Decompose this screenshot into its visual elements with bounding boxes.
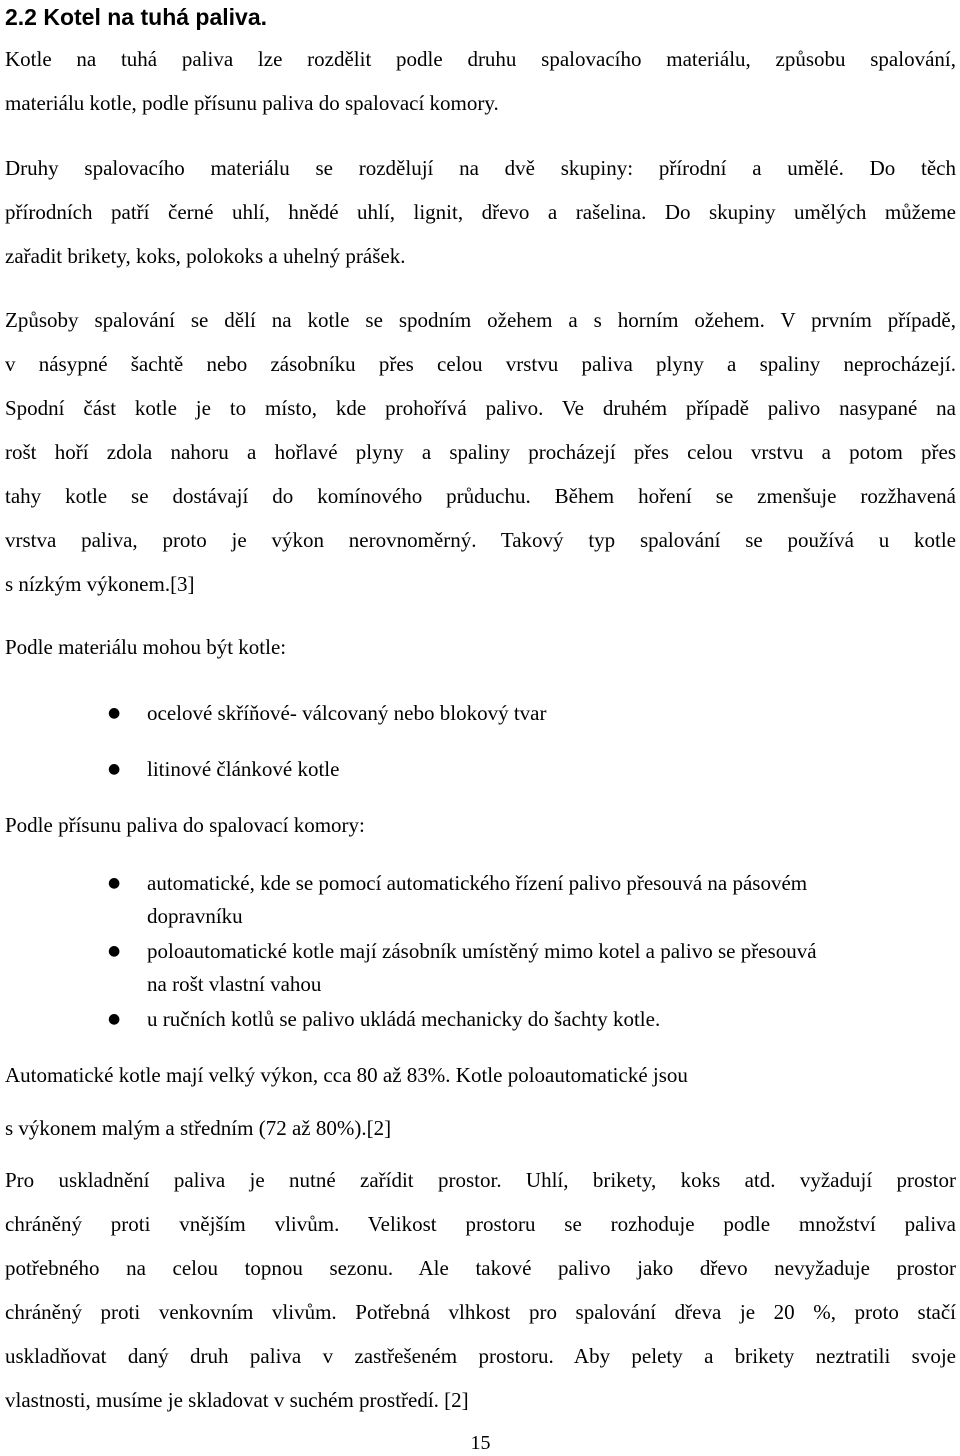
bullet-icon: ● <box>108 875 121 891</box>
storage-line-6: vlastnosti, musíme je skladovat v suchém prostředí. [2] <box>5 1388 469 1412</box>
list-item <box>5 756 956 786</box>
intro-paragraph <box>5 37 956 125</box>
materials-line-2: přírodních patří černé uhlí, hnědé uhlí, lignit, dřevo a rašelina. Do skupiny umělých můžeme <box>5 200 956 224</box>
list-item <box>5 867 956 935</box>
intro-line-2: materiálu kotle, podle přísunu paliva do spalovací komory. <box>5 91 499 115</box>
material-intro <box>5 625 956 669</box>
page-number: 15 <box>470 1432 491 1454</box>
combustion-line-3: Spodní část kotle je to místo, kde prohořívá palivo. Ve druhém případě palivo nasypané na <box>5 396 956 420</box>
storage-paragraph <box>5 1158 956 1422</box>
material-list <box>5 700 956 786</box>
document-page <box>5 0 956 1456</box>
bullet-icon: ● <box>108 705 121 721</box>
supply-intro <box>5 803 956 847</box>
storage-line-3: potřebného na celou topnou sezonu. Ale takové palivo jako dřevo nevyžaduje prostor <box>5 1256 956 1280</box>
list-item-text: ocelové skříňové- válcovaný nebo blokový tvar <box>147 701 547 725</box>
efficiency-line-2: s výkonem malým a středním (72 až 80%).[2] <box>5 1116 392 1140</box>
bullet-icon: ● <box>108 761 121 777</box>
list-item-text: automatické, kde se pomocí automatického řízení palivo přesouvá na pásovém <box>147 871 808 895</box>
storage-line-5: uskladňovat daný druh paliva v zastřešeném prostoru. Aby pelety a brikety neztratili svoje <box>5 1344 956 1368</box>
storage-line-4: chráněný proti venkovním vlivům. Potřebná vlhkost pro spalování dřeva je 20 %, proto stačí <box>5 1300 956 1324</box>
combustion-line-5: tahy kotle se dostávají do komínového průduchu. Během hoření se zmenšuje rozžhavená <box>5 484 956 508</box>
list-item-text-cont: na rošt vlastní vahou <box>147 972 322 996</box>
list-item <box>5 1003 956 1037</box>
list-item-text: u ručních kotlů se palivo ukládá mechanicky do šachty kotle. <box>147 1007 661 1031</box>
combustion-line-2: v násypné šachtě nebo zásobníku přes celou vrstvu paliva plyny a spaliny neprocházejí. <box>5 352 956 376</box>
efficiency-line-1: Automatické kotle mají velký výkon, cca 80 až 83%. Kotle poloautomatické jsou <box>5 1063 688 1087</box>
intro-line-1: Kotle na tuhá paliva lze rozdělit podle druhu spalovacího materiálu, způsobu spalování, <box>5 47 956 71</box>
storage-line-1: Pro uskladnění paliva je nutné zařídit prostor. Uhlí, brikety, koks atd. vyžadují prostor <box>5 1168 956 1192</box>
bullet-icon: ● <box>108 943 121 959</box>
list-item <box>5 700 956 756</box>
materials-paragraph <box>5 146 956 278</box>
section-heading: 2.2 Kotel na tuhá paliva. <box>5 4 268 30</box>
list-item-text-cont: dopravníku <box>147 904 243 928</box>
list-item-text: litinové článkové kotle <box>147 757 340 781</box>
supply-list <box>5 867 956 1037</box>
combustion-paragraph <box>5 298 956 606</box>
materials-line-3: zařadit brikety, koks, polokoks a uhelný prášek. <box>5 244 406 268</box>
combustion-line-4: rošt hoří zdola nahoru a hořlavé plyny a spaliny procházejí přes celou vrstvu a potom přes <box>5 440 956 464</box>
list-item-text: poloautomatické kotle mají zásobník umístěný mimo kotel a palivo se přesouvá <box>147 939 817 963</box>
storage-line-2: chráněný proti vnějším vlivům. Velikost prostoru se rozhoduje podle množství paliva <box>5 1212 956 1236</box>
combustion-line-6: vrstva paliva, proto je výkon nerovnoměrný. Takový typ spalování se používá u kotle <box>5 528 956 552</box>
material-intro-text: Podle materiálu mohou být kotle: <box>5 635 287 659</box>
bullet-icon: ● <box>108 1011 121 1027</box>
combustion-line-1: Způsoby spalování se dělí na kotle se spodním ožehem a s horním ožehem. V prvním případě, <box>5 308 956 332</box>
supply-intro-text: Podle přísunu paliva do spalovací komory: <box>5 813 365 837</box>
combustion-line-7: s nízkým výkonem.[3] <box>5 572 195 596</box>
list-item <box>5 935 956 1003</box>
materials-line-1: Druhy spalovacího materiálu se rozdělují na dvě skupiny: přírodní a umělé. Do těch <box>5 156 956 180</box>
efficiency-paragraph <box>5 1049 956 1155</box>
